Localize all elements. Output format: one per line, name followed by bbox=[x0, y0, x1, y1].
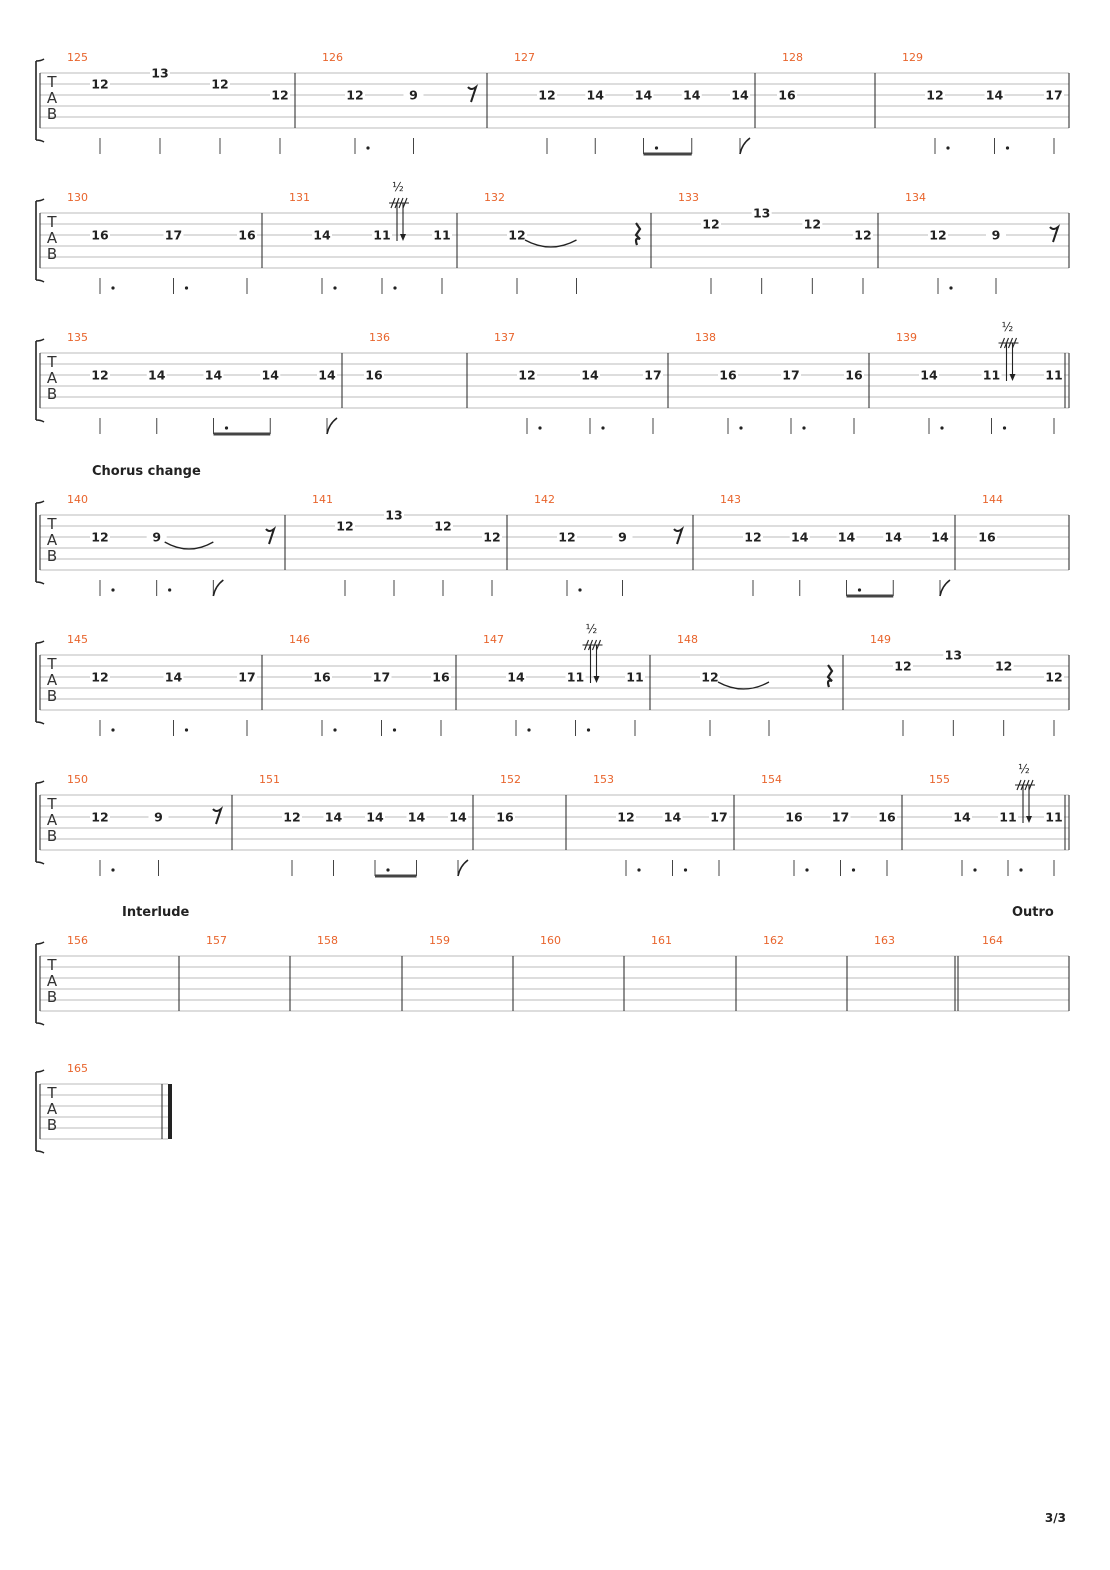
fret-number: 16 bbox=[978, 529, 996, 545]
fret-number: 9 bbox=[409, 87, 418, 103]
measure-number: 165 bbox=[67, 1062, 88, 1075]
rhythm-dot bbox=[111, 286, 114, 289]
rhythm-dot bbox=[949, 286, 952, 289]
fret-number: 14 bbox=[884, 529, 902, 545]
measure-number: 149 bbox=[870, 633, 891, 646]
fret-number: 13 bbox=[151, 65, 169, 81]
measure-number: 137 bbox=[494, 331, 515, 344]
quarter-rest bbox=[636, 223, 640, 245]
fret-number: 12 bbox=[336, 518, 354, 534]
fret-number: 12 bbox=[558, 529, 576, 545]
measure-number: 131 bbox=[289, 191, 310, 204]
bend-amount: ½ bbox=[585, 622, 598, 636]
fret-number: 12 bbox=[271, 87, 289, 103]
measure-number: 143 bbox=[720, 493, 741, 506]
tab-clef-letter: B bbox=[46, 1116, 58, 1134]
fret-number: 11 bbox=[433, 227, 451, 243]
rhythm-dot bbox=[393, 728, 396, 731]
fret-number: 14 bbox=[920, 367, 938, 383]
fret-number: 12 bbox=[926, 87, 944, 103]
measure-number: 144 bbox=[982, 493, 1003, 506]
fret-number: 11 bbox=[999, 809, 1017, 825]
tab-clef-letter: A bbox=[46, 229, 58, 247]
fret-number: 14 bbox=[318, 367, 336, 383]
tab-clef-letter: B bbox=[46, 988, 58, 1006]
fret-number: 14 bbox=[586, 87, 604, 103]
fret-number: 11 bbox=[373, 227, 391, 243]
rhythm-dot bbox=[111, 868, 114, 871]
fret-number: 11 bbox=[1045, 367, 1063, 383]
fret-number: 16 bbox=[878, 809, 896, 825]
fret-number: 14 bbox=[985, 87, 1004, 103]
rhythm-dot bbox=[538, 426, 541, 429]
tab-clef-letter: B bbox=[46, 687, 58, 705]
rhythm-dot bbox=[225, 426, 228, 429]
section-label: Interlude bbox=[122, 905, 190, 920]
measure-number: 129 bbox=[902, 51, 923, 64]
rhythm-dot bbox=[805, 868, 808, 871]
rhythm-dot bbox=[168, 588, 171, 591]
fret-number: 12 bbox=[91, 76, 109, 92]
fret-number: 17 bbox=[238, 669, 256, 685]
fret-number: 12 bbox=[702, 216, 720, 232]
measure-number: 141 bbox=[312, 493, 333, 506]
fret-number: 12 bbox=[483, 529, 501, 545]
measure-number: 158 bbox=[317, 934, 338, 947]
fret-number: 12 bbox=[434, 518, 452, 534]
fret-number: 14 bbox=[731, 87, 749, 103]
tab-clef-letter: T bbox=[47, 515, 57, 533]
measure-number: 130 bbox=[67, 191, 88, 204]
bend-marker bbox=[1015, 780, 1035, 790]
measure-number: 142 bbox=[534, 493, 555, 506]
fret-number: 14 bbox=[791, 529, 809, 545]
fret-number: 17 bbox=[164, 227, 183, 243]
tab-clef-letter: B bbox=[46, 827, 58, 845]
rhythm-dot bbox=[333, 286, 336, 289]
fret-number: 14 bbox=[324, 809, 343, 825]
measure-number: 136 bbox=[369, 331, 390, 344]
bend-arrow-icon bbox=[1010, 374, 1016, 381]
rhythm-dot bbox=[393, 286, 396, 289]
bend-amount: ½ bbox=[1001, 320, 1014, 334]
fret-number: 14 bbox=[507, 669, 525, 685]
measure-number: 152 bbox=[500, 773, 521, 786]
fret-number: 16 bbox=[785, 809, 803, 825]
measure-number: 147 bbox=[483, 633, 504, 646]
fret-number: 13 bbox=[944, 647, 963, 663]
bend-arrow-icon bbox=[594, 676, 600, 683]
measure-number: 154 bbox=[761, 773, 782, 786]
tab-system bbox=[36, 762, 1069, 876]
fret-number: 17 bbox=[831, 809, 850, 825]
fret-number: 17 bbox=[782, 367, 800, 383]
measure-number: 138 bbox=[695, 331, 716, 344]
fret-number: 12 bbox=[994, 658, 1013, 674]
tab-clef-letter: A bbox=[46, 531, 58, 549]
tab-system bbox=[36, 464, 1069, 596]
bend-marker bbox=[999, 338, 1019, 348]
fret-number: 12 bbox=[91, 809, 109, 825]
fret-number: 11 bbox=[1045, 809, 1063, 825]
fret-number: 13 bbox=[385, 507, 403, 523]
page-number: 3/3 bbox=[1044, 1511, 1066, 1525]
note-flag bbox=[327, 418, 337, 434]
note-flag bbox=[213, 580, 223, 596]
rhythm-dot bbox=[940, 426, 943, 429]
rhythm-dot bbox=[1006, 146, 1009, 149]
bend-arrow-icon bbox=[1026, 816, 1032, 823]
fret-number: 14 bbox=[837, 529, 856, 545]
fret-number: 17 bbox=[372, 669, 391, 685]
tab-system bbox=[36, 1062, 170, 1153]
fret-number: 16 bbox=[313, 669, 331, 685]
tab-system bbox=[36, 51, 1069, 154]
rhythm-dot bbox=[185, 286, 188, 289]
rhythm-dot bbox=[185, 728, 188, 731]
tab-system bbox=[36, 180, 1069, 294]
note-flag bbox=[940, 580, 950, 596]
fret-number: 16 bbox=[719, 367, 737, 383]
fret-number: 14 bbox=[634, 87, 653, 103]
rhythm-dot bbox=[601, 426, 604, 429]
rhythm-dot bbox=[578, 588, 581, 591]
measure-number: 132 bbox=[484, 191, 505, 204]
fret-number: 17 bbox=[644, 367, 662, 383]
tab-clef-letter: T bbox=[47, 655, 57, 673]
tab-system bbox=[36, 622, 1069, 736]
rhythm-dot bbox=[527, 728, 530, 731]
section-label: Outro bbox=[1012, 905, 1054, 920]
fret-number: 14 bbox=[313, 227, 331, 243]
measure-number: 162 bbox=[763, 934, 784, 947]
measure-number: 133 bbox=[678, 191, 699, 204]
tab-clef-letter: T bbox=[47, 1084, 57, 1102]
rhythm-dot bbox=[946, 146, 949, 149]
fret-number: 16 bbox=[365, 367, 383, 383]
fret-number: 16 bbox=[432, 669, 450, 685]
measure-number: 156 bbox=[67, 934, 88, 947]
tab-system bbox=[36, 320, 1069, 434]
measure-number: 161 bbox=[651, 934, 672, 947]
fret-number: 12 bbox=[91, 367, 109, 383]
measure-number: 163 bbox=[874, 934, 895, 947]
fret-number: 12 bbox=[91, 529, 109, 545]
rhythm-dot bbox=[587, 728, 590, 731]
tab-clef-letter: B bbox=[46, 245, 58, 263]
measure-number: 134 bbox=[905, 191, 926, 204]
fret-number: 9 bbox=[618, 529, 627, 545]
measure-number: 164 bbox=[982, 934, 1003, 947]
measure-number: 160 bbox=[540, 934, 561, 947]
tab-clef-letter: A bbox=[46, 1100, 58, 1118]
measure-number: 153 bbox=[593, 773, 614, 786]
fret-number: 12 bbox=[538, 87, 556, 103]
rhythm-dot bbox=[858, 588, 861, 591]
fret-number: 14 bbox=[204, 367, 223, 383]
measure-number: 135 bbox=[67, 331, 88, 344]
measure-number: 151 bbox=[259, 773, 280, 786]
fret-number: 13 bbox=[752, 205, 771, 221]
rhythm-dot bbox=[1003, 426, 1006, 429]
bend-marker bbox=[583, 640, 603, 650]
measure-number: 150 bbox=[67, 773, 88, 786]
tab-clef-letter: T bbox=[47, 213, 57, 231]
fret-number: 12 bbox=[617, 809, 635, 825]
fret-number: 12 bbox=[283, 809, 301, 825]
fret-number: 14 bbox=[449, 809, 467, 825]
fret-number: 12 bbox=[803, 216, 822, 232]
measure-number: 126 bbox=[322, 51, 343, 64]
rhythm-dot bbox=[111, 588, 114, 591]
fret-number: 14 bbox=[164, 669, 183, 685]
bend-marker bbox=[389, 198, 409, 208]
tab-clef-letter: B bbox=[46, 547, 58, 565]
fret-number: 12 bbox=[211, 76, 229, 92]
rhythm-dot bbox=[852, 868, 855, 871]
tab-clef-letter: T bbox=[47, 353, 57, 371]
fret-number: 9 bbox=[152, 529, 162, 545]
measure-number: 157 bbox=[206, 934, 227, 947]
fret-number: 9 bbox=[154, 809, 163, 825]
fret-number: 11 bbox=[626, 669, 644, 685]
fret-number: 12 bbox=[346, 87, 364, 103]
fret-number: 12 bbox=[929, 227, 947, 243]
rhythm-dot bbox=[386, 868, 389, 871]
tab-system bbox=[36, 905, 1069, 1025]
fret-number: 14 bbox=[148, 367, 166, 383]
rhythm-dot bbox=[111, 728, 114, 731]
measure-number: 140 bbox=[67, 493, 88, 506]
fret-number: 14 bbox=[683, 87, 701, 103]
fret-number: 9 bbox=[991, 227, 1001, 243]
note-flag bbox=[458, 860, 468, 876]
fret-number: 16 bbox=[496, 809, 514, 825]
measure-number: 125 bbox=[67, 51, 88, 64]
fret-number: 14 bbox=[261, 367, 279, 383]
fret-number: 12 bbox=[91, 669, 109, 685]
fret-number: 14 bbox=[663, 809, 682, 825]
measure-number: 127 bbox=[514, 51, 535, 64]
measure-number: 146 bbox=[289, 633, 310, 646]
note-flag bbox=[740, 138, 750, 154]
tab-clef-letter: B bbox=[46, 105, 58, 123]
rhythm-dot bbox=[684, 868, 687, 871]
measure-number: 128 bbox=[782, 51, 803, 64]
tab-clef-letter: A bbox=[46, 89, 58, 107]
quarter-rest bbox=[828, 665, 832, 687]
rhythm-dot bbox=[655, 146, 658, 149]
fret-number: 12 bbox=[744, 529, 762, 545]
section-label: Chorus change bbox=[92, 464, 201, 479]
fret-number: 11 bbox=[566, 669, 585, 685]
measure-number: 159 bbox=[429, 934, 450, 947]
rhythm-dot bbox=[739, 426, 742, 429]
tab-clef-letter: T bbox=[47, 956, 57, 974]
measure-number: 148 bbox=[677, 633, 698, 646]
tab-clef-letter: A bbox=[46, 369, 58, 387]
rhythm-dot bbox=[802, 426, 805, 429]
fret-number: 11 bbox=[982, 367, 1001, 383]
rhythm-dot bbox=[1019, 868, 1022, 871]
fret-number: 16 bbox=[238, 227, 256, 243]
bend-arrow-icon bbox=[400, 234, 406, 241]
rhythm-dot bbox=[973, 868, 976, 871]
tab-clef-letter: A bbox=[46, 811, 58, 829]
rhythm-dot bbox=[366, 146, 369, 149]
measure-number: 139 bbox=[896, 331, 917, 344]
fret-number: 12 bbox=[518, 367, 536, 383]
fret-number: 17 bbox=[1045, 87, 1063, 103]
measure-number: 145 bbox=[67, 633, 88, 646]
rhythm-dot bbox=[637, 868, 640, 871]
tab-clef-letter: A bbox=[46, 671, 58, 689]
tab-clef-letter: T bbox=[47, 795, 57, 813]
fret-number: 14 bbox=[407, 809, 426, 825]
bend-amount: ½ bbox=[392, 180, 404, 194]
fret-number: 12 bbox=[508, 227, 526, 243]
fret-number: 12 bbox=[1045, 669, 1063, 685]
fret-number: 14 bbox=[953, 809, 971, 825]
tab-clef-letter: T bbox=[47, 73, 57, 91]
tab-clef-letter: A bbox=[46, 972, 58, 990]
bend-amount: ½ bbox=[1018, 762, 1030, 776]
fret-number: 16 bbox=[778, 87, 796, 103]
fret-number: 16 bbox=[91, 227, 109, 243]
fret-number: 12 bbox=[854, 227, 872, 243]
fret-number: 17 bbox=[710, 809, 728, 825]
fret-number: 12 bbox=[894, 658, 912, 674]
fret-number: 12 bbox=[701, 669, 719, 685]
tab-clef-letter: B bbox=[46, 385, 58, 403]
rhythm-dot bbox=[333, 728, 336, 731]
fret-number: 16 bbox=[845, 367, 863, 383]
fret-number: 14 bbox=[581, 367, 599, 383]
measure-number: 155 bbox=[929, 773, 950, 786]
fret-number: 14 bbox=[931, 529, 949, 545]
fret-number: 14 bbox=[366, 809, 384, 825]
